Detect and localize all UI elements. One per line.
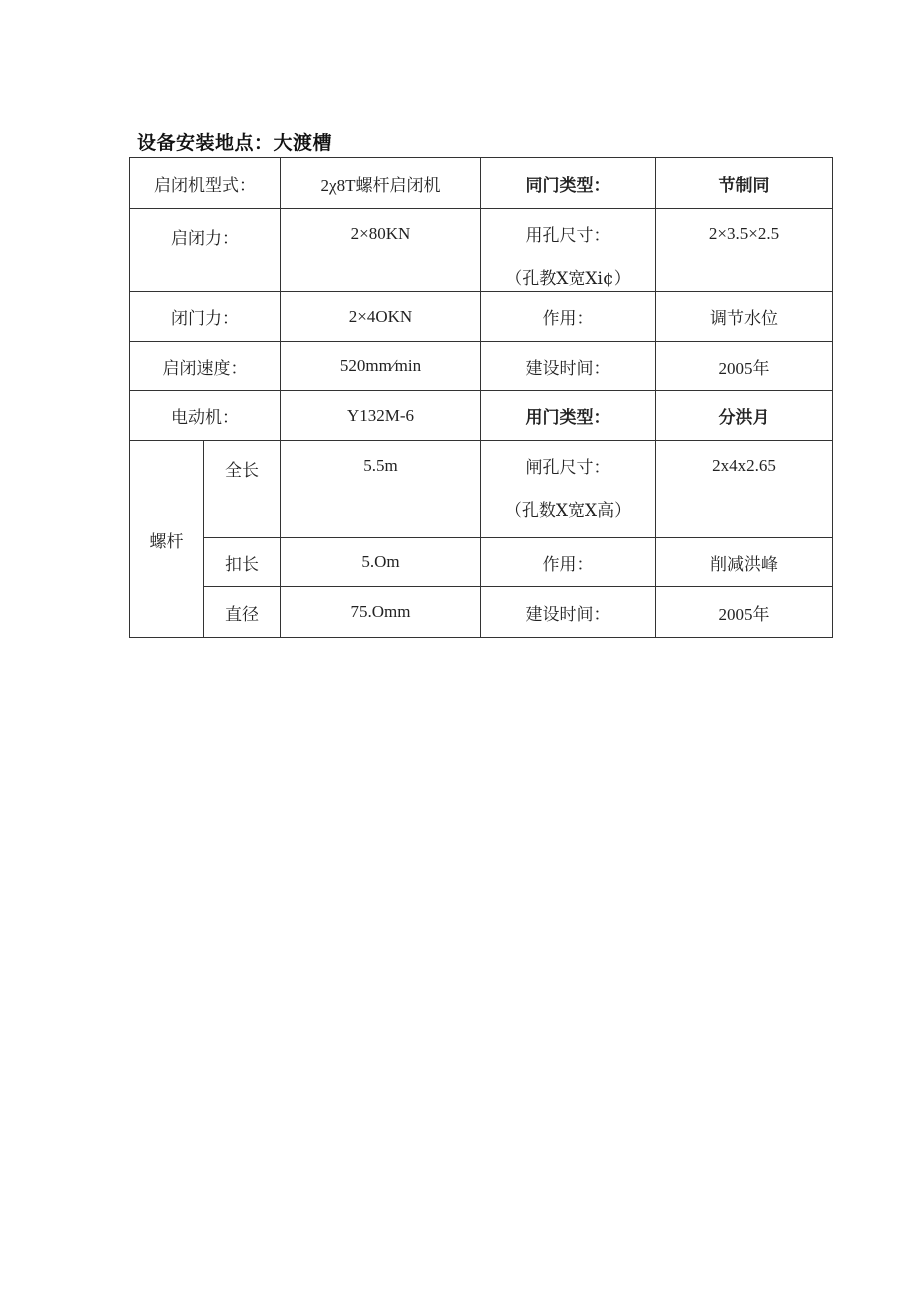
hoist-speed-label: 启闭速度： — [130, 342, 281, 391]
gate-type-value-2: 分洪月 — [656, 391, 833, 441]
build-time-label: 建设时间： — [481, 342, 656, 391]
table-row — [130, 538, 833, 587]
hoist-force-value — [281, 209, 481, 292]
build-time-label-2: 建设时间： — [481, 587, 656, 638]
thread-length-value: 5.Om — [281, 538, 481, 587]
function-value-2: 削减洪峰 — [656, 538, 833, 587]
table-row — [130, 587, 833, 638]
function-label-2: 作用： — [481, 538, 656, 587]
closing-force-label: 闭门力： — [130, 292, 281, 342]
table-row — [130, 342, 833, 391]
function-label: 作用： — [481, 292, 656, 342]
motor-label: 电动机： — [130, 391, 281, 441]
opening-size-value — [656, 209, 833, 292]
hoist-type-label: 启闭机型式： — [130, 158, 281, 209]
diameter-value: 75.Omm — [281, 587, 481, 638]
document-title: 设备安装地点：大渡槽 — [137, 132, 333, 154]
opening-size-label-line1: 用孔尺寸： — [525, 226, 611, 246]
motor-value: Y132M-6 — [281, 391, 481, 441]
screw-length-value-text: 5.5m — [363, 456, 398, 475]
build-time-value-2: 2005年 — [656, 587, 833, 638]
screw-length-value — [281, 441, 481, 538]
hoist-force-value-text: 2×80KN — [350, 224, 411, 243]
gate-type-value: 节制同 — [656, 158, 833, 209]
function-value: 调节水位 — [656, 292, 833, 342]
hoist-force-label-text: 启闭力： — [171, 229, 239, 249]
diameter-label: 直径 — [204, 587, 281, 638]
gate-opening-size-label-line2: （孔数X宽X高） — [504, 501, 632, 521]
opening-size-label-line2: （孔教X宽Xi¢） — [505, 269, 631, 289]
table-row — [130, 158, 833, 209]
opening-size-value-text: 2×3.5×2.5 — [708, 224, 780, 243]
table-row — [130, 209, 833, 292]
table-row — [130, 391, 833, 441]
closing-force-value: 2×4OKN — [281, 292, 481, 342]
gate-type-label-2: 用门类型： — [481, 391, 656, 441]
hoist-force-label — [130, 209, 281, 292]
hoist-type-value: 2χ8T螺杆启闭机 — [281, 158, 481, 209]
build-time-value: 2005年 — [656, 342, 833, 391]
gate-opening-size-value — [656, 441, 833, 538]
gate-opening-size-label — [481, 441, 656, 538]
screw-length-label-text: 全长 — [225, 461, 259, 481]
gate-type-label: 同门类型： — [481, 158, 656, 209]
table-row — [130, 441, 833, 538]
thread-length-label: 扣长 — [204, 538, 281, 587]
screw-group-label: 螺杆 — [130, 441, 204, 638]
gate-opening-size-label-line1: 闸孔尺寸： — [525, 458, 611, 478]
gate-opening-size-value-text: 2x4x2.65 — [712, 456, 776, 475]
screw-length-label — [204, 441, 281, 538]
opening-size-label — [481, 209, 656, 292]
hoist-speed-value: 520mm∕min — [281, 342, 481, 391]
table-row — [130, 292, 833, 342]
equipment-spec-table — [129, 157, 833, 638]
